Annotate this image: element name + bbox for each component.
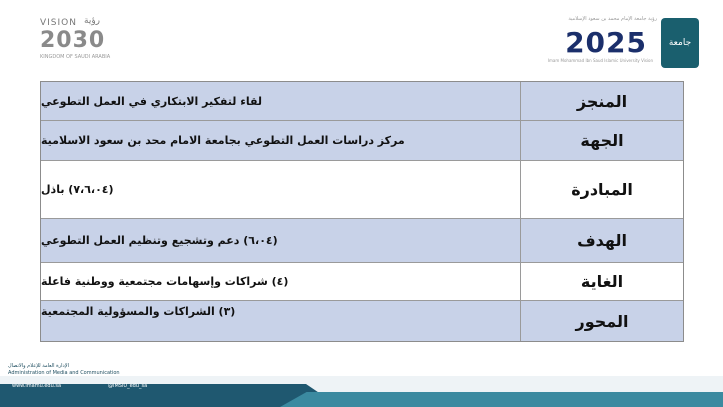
- row-value: (٣) الشراكات والمسؤولية المجتمعية: [41, 305, 236, 318]
- row-value: (٧،٦،٠٤) باذل: [41, 183, 114, 196]
- table-row-aim: [41, 263, 683, 301]
- table-row-entity: [41, 121, 683, 161]
- vision-subtitle: KINGDOM OF SAUDI ARABIA: [40, 54, 111, 60]
- footer-website-link[interactable]: www.imamu.edu.sa: [12, 383, 62, 389]
- table-row-achievement: [41, 82, 683, 121]
- vision-label: VISION: [40, 18, 77, 28]
- university-vision-year: 2025: [565, 26, 647, 59]
- table-row-axis: [41, 301, 683, 341]
- table-row-initiative: [41, 161, 683, 219]
- university-vision-caption: رؤية جامعة الإمام محمد بن سعود الإسلامية: [568, 16, 657, 22]
- university-emblem-icon: [661, 18, 699, 68]
- row-value: مركز دراسات العمل التطوعي بجامعة الامام محد بن سعود الاسلامية: [41, 134, 405, 147]
- emblem-text: جامعة: [668, 38, 692, 48]
- footer-org-ar: الإدارة العامة للإعلام والاتصال: [8, 363, 69, 369]
- table-row-goal: [41, 219, 683, 263]
- row-label: الهدف: [520, 219, 683, 262]
- vision-2030-logo: [40, 18, 110, 66]
- footer-organization: [8, 363, 120, 377]
- vision-year: 2030: [40, 28, 106, 53]
- university-vision-logo: [543, 14, 703, 70]
- achievement-table: [40, 81, 684, 342]
- row-value: (٦،٠٤) دعم وتشجيع وتنظيم العمل التطوعي: [41, 234, 278, 247]
- footer-social-handle[interactable]: @IMSIU_edu_sa: [108, 383, 148, 389]
- row-label: الجهة: [520, 121, 683, 160]
- row-label: المبادرة: [520, 161, 683, 218]
- row-label: الغاية: [520, 263, 683, 300]
- row-value: (٤) شراكات وإسهامات مجتمعية ووطنية فاعلة: [41, 275, 289, 288]
- university-vision-subtitle: Imam Mohammad Ibn Saud Islamic University Vision: [547, 58, 653, 63]
- footer-org-en: Administration of Media and Communication: [8, 370, 120, 376]
- row-label: المنجز: [520, 82, 683, 120]
- vision-label-ar: رؤية: [84, 16, 101, 26]
- row-value: لقاء لتفكير الابتكاري في العمل التطوعي: [41, 94, 263, 108]
- row-label: المحور: [520, 301, 683, 341]
